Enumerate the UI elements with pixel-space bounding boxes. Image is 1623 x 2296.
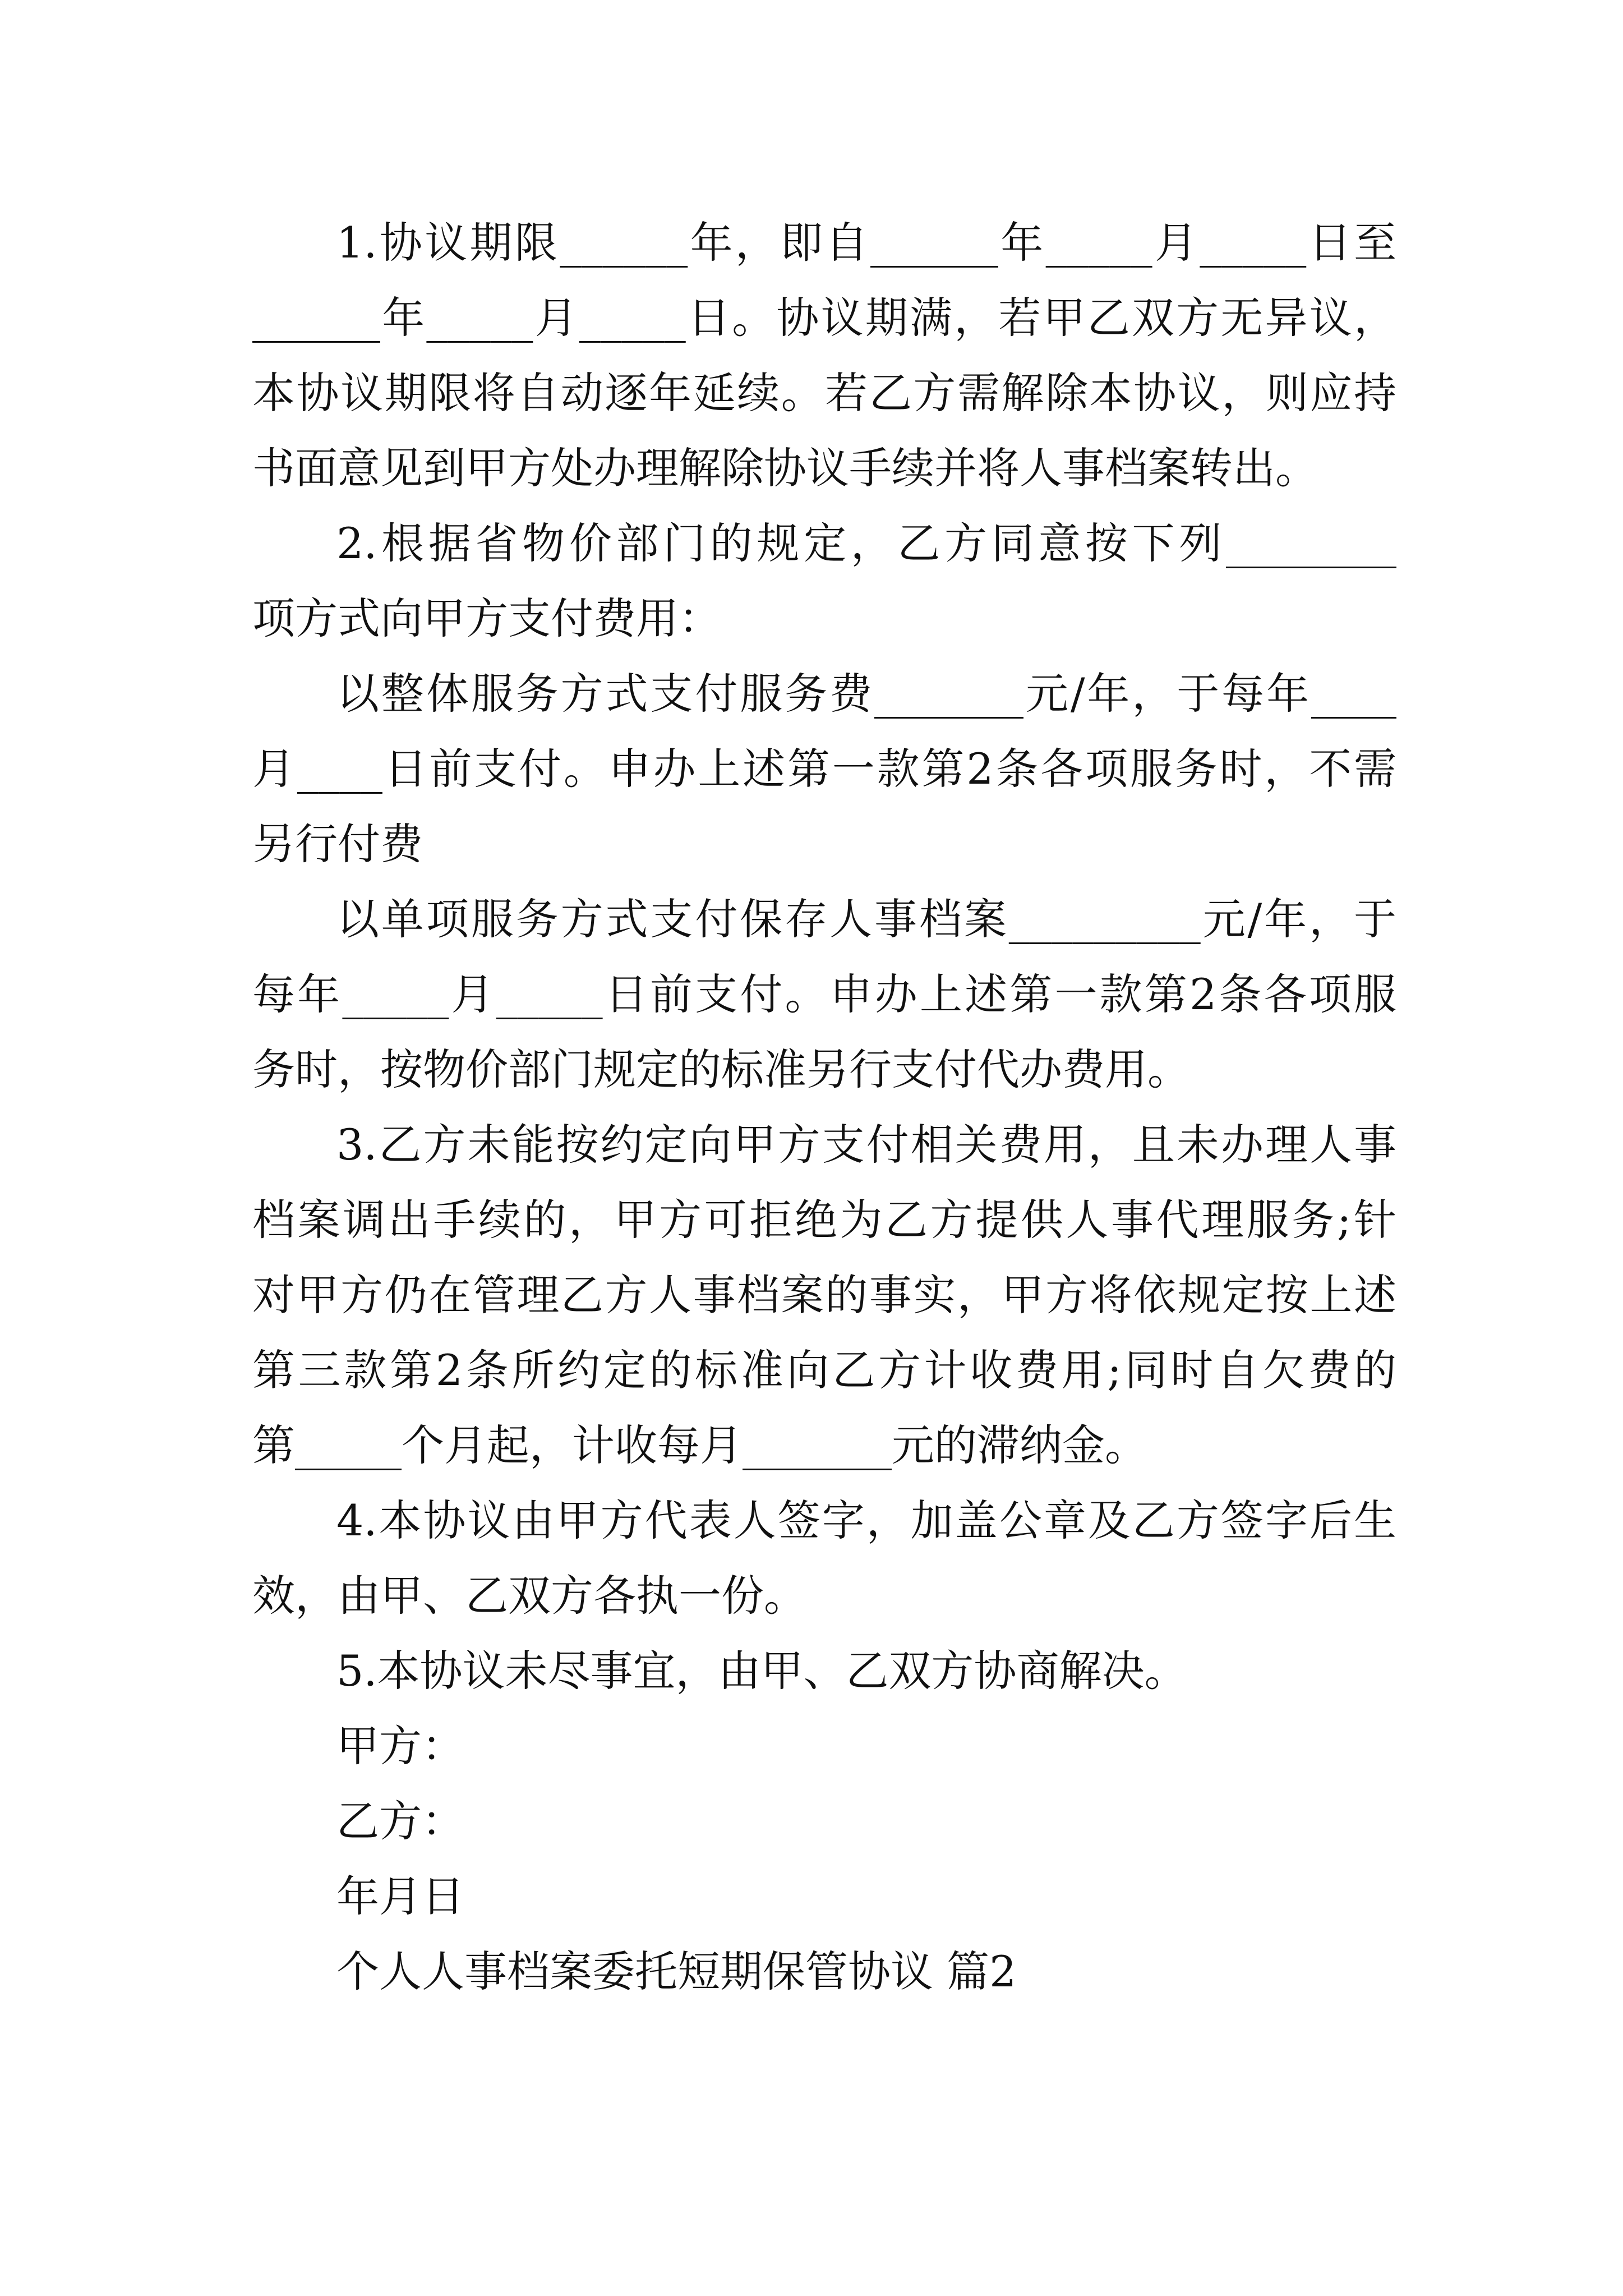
date-label: 年月日	[336, 1871, 464, 1921]
text-line: 月____日前支付。申办上述第一款第2条各项服务时，不需	[252, 744, 1396, 794]
text-line: 第_____个月起，计收每月_______元的滞纳金。	[252, 1420, 1147, 1470]
text-line: 3.乙方未能按约定向甲方支付相关费用，且未办理人事	[336, 1120, 1396, 1170]
text-line: 以整体服务方式支付服务费_______元/年，于每年____	[336, 669, 1396, 719]
text-line: 以单项服务方式支付保存人事档案_________元/年，于	[336, 894, 1396, 944]
text-line: 档案调出手续的，甲方可拒绝为乙方提供人事代理服务;针	[252, 1195, 1396, 1245]
text-line: 1.协议期限______年，即自______年_____月_____日至	[336, 218, 1396, 268]
text-line: 第三款第2条所约定的标准向乙方计收费用;同时自欠费的	[252, 1345, 1396, 1395]
text-line: 书面意见到甲方处办理解除协议手续并将人事档案转出。	[252, 443, 1318, 493]
text-line: 另行付费	[252, 819, 423, 869]
section-heading: 个人人事档案委托短期保管协议 篇2	[336, 1947, 1017, 1996]
text-line: 务时，按物价部门规定的标准另行支付代办费用。	[252, 1045, 1190, 1094]
text-line: 每年_____月_____日前支付。申办上述第一款第2条各项服	[252, 969, 1396, 1019]
text-line: 对甲方仍在管理乙方人事档案的事实，甲方将依规定按上述	[252, 1270, 1396, 1320]
text-line: 项方式向甲方支付费用：	[252, 593, 721, 643]
text-line: 5.本协议未尽事宜，由甲、乙双方协商解决。	[336, 1646, 1187, 1696]
text-line: 本协议期限将自动逐年延续。若乙方需解除本协议，则应持	[252, 368, 1396, 418]
text-line: 2.根据省物价部门的规定，乙方同意按下列________	[336, 518, 1396, 568]
text-line: ______年_____月_____日。协议期满，若甲乙双方无异议，	[252, 293, 1396, 343]
text-line: 效，由甲、乙双方各执一份。	[252, 1571, 806, 1621]
party-b-signature-label: 乙方：	[336, 1796, 464, 1846]
text-line: 4.本协议由甲方代表人签字，加盖公章及乙方签字后生	[336, 1496, 1396, 1545]
party-a-signature-label: 甲方：	[336, 1721, 464, 1771]
